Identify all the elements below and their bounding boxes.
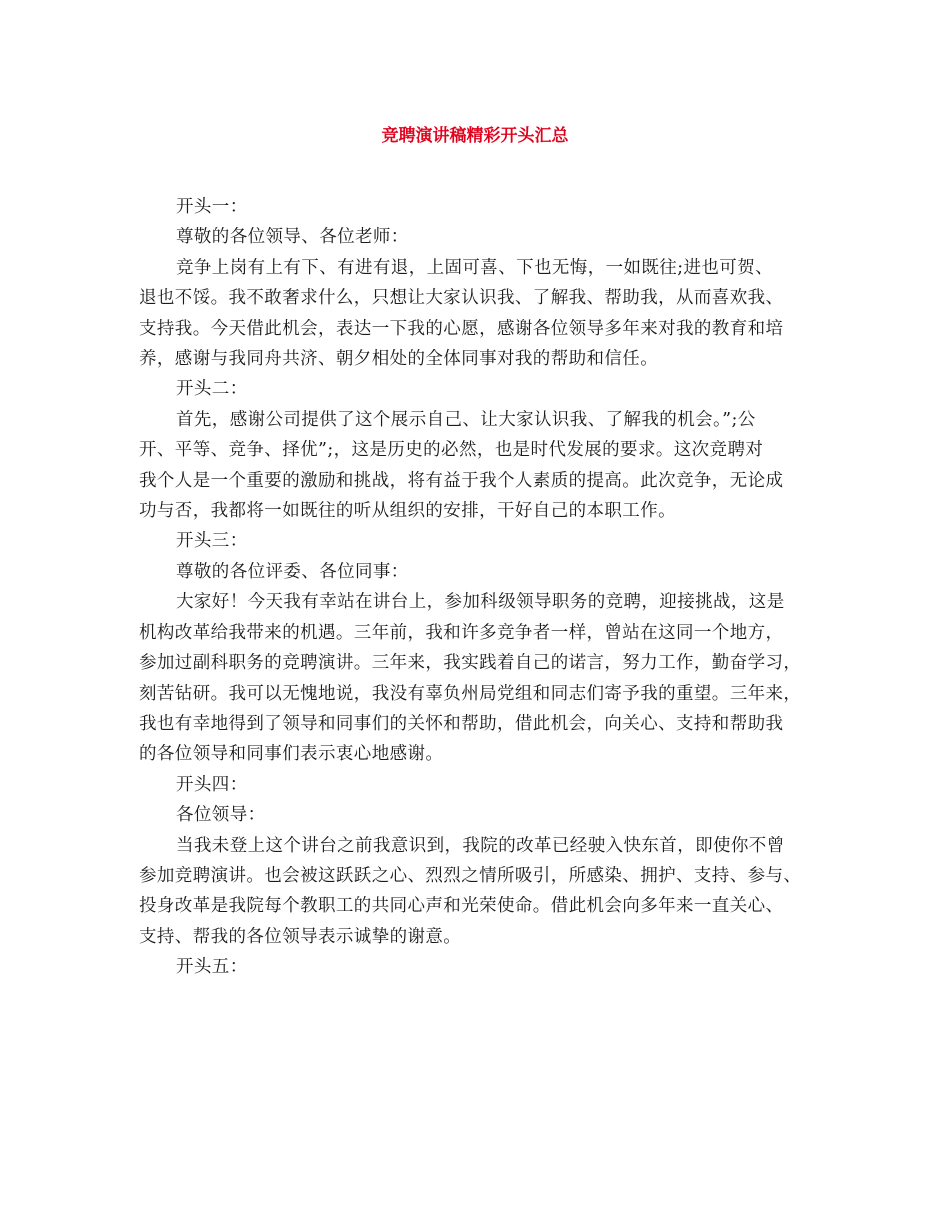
- heading-opening-5: [139, 952, 829, 982]
- text-line: 当我未登上这个讲台之前我意识到，我院的改革已经驶入快东首，即使你不曾: [176, 835, 785, 856]
- text-line: 尊敬的各位评委、各位同事：: [176, 561, 409, 582]
- text-line: 开头二：: [176, 379, 248, 400]
- text-line: 参加过副科职务的竞聘演讲。三年来，我实践着自己的诺言，努力工作，勤奋学习，: [139, 653, 802, 674]
- heading-opening-1: [139, 192, 829, 222]
- document-title: 竞聘演讲稿精彩开头汇总: [381, 126, 569, 146]
- text-line: 开头四：: [176, 774, 248, 795]
- text-line: 支持、帮我的各位领导表示诚挚的谢意。: [139, 926, 462, 947]
- salutation-4: [139, 800, 829, 830]
- text-line: 功与否，我都将一如既往的听从组织的安排，干好自己的本职工作。: [139, 501, 676, 522]
- text-line: 开头一：: [176, 197, 248, 217]
- paragraph-4: [139, 831, 829, 953]
- salutation-3: [139, 557, 829, 587]
- heading-opening-3: [139, 526, 829, 556]
- text-line: 支持我。今天借此机会，表达一下我的心愿，感谢各位领导多年来对我的教育和培: [139, 318, 784, 339]
- text-line: 的各位领导和同事们表示衷心地感谢。: [139, 744, 444, 765]
- text-line: 参加竞聘演讲。也会被这跃跃之心、烈烈之情所吸引，所感染、拥护、支持、参与、: [139, 865, 802, 886]
- text-line: 开、平等、竞争、择优”;，这是历史的必然，也是时代发展的要求。这次竞聘对: [139, 440, 764, 461]
- document-body: [139, 192, 829, 983]
- paragraph-1: [139, 253, 829, 375]
- text-line: 退也不馁。我不敢奢求什么，只想让大家认识我、了解我、帮助我，从而喜欢我、: [139, 288, 784, 309]
- text-line: 刻苦钻研。我可以无愧地说，我没有辜负州局党组和同志们寄予我的重望。三年来，: [139, 683, 802, 704]
- heading-opening-2: [139, 374, 829, 404]
- text-line: 我也有幸地得到了领导和同事们的关怀和帮助，借此机会，向关心、支持和帮助我: [139, 713, 784, 734]
- text-line: 首先，感谢公司提供了这个展示自己、让大家认识我、了解我的机会。”;公: [176, 409, 756, 430]
- paragraph-2: [139, 405, 829, 527]
- text-line: 我个人是一个重要的激励和挑战，将有益于我个人素质的提高。此次竞争，无论成: [139, 470, 784, 491]
- text-line: 尊敬的各位领导、各位老师：: [176, 227, 409, 248]
- paragraph-3: [139, 587, 829, 769]
- text-line: 机构改革给我带来的机遇。三年前，我和许多竞争者一样，曾站在这同一个地方，: [139, 622, 784, 643]
- text-line: 投身改革是我院每个教职工的共同心声和光荣使命。借此机会向多年来一直关心、: [139, 896, 784, 917]
- text-line: 各位领导：: [176, 805, 266, 826]
- text-line: 大家好！今天我有幸站在讲台上，参加科级领导职务的竞聘，迎接挑战，这是: [176, 592, 785, 613]
- salutation-1: [139, 222, 829, 252]
- text-line: 开头五：: [176, 957, 248, 978]
- text-line: 养，感谢与我同舟共济、朝夕相处的全体同事对我的帮助和信任。: [139, 349, 659, 370]
- heading-opening-4: [139, 770, 829, 800]
- text-line: 竞争上岗有上有下、有进有退，上固可喜、下也无悔，一如既往;进也可贺、: [176, 257, 773, 278]
- text-line: 开头三：: [176, 531, 248, 552]
